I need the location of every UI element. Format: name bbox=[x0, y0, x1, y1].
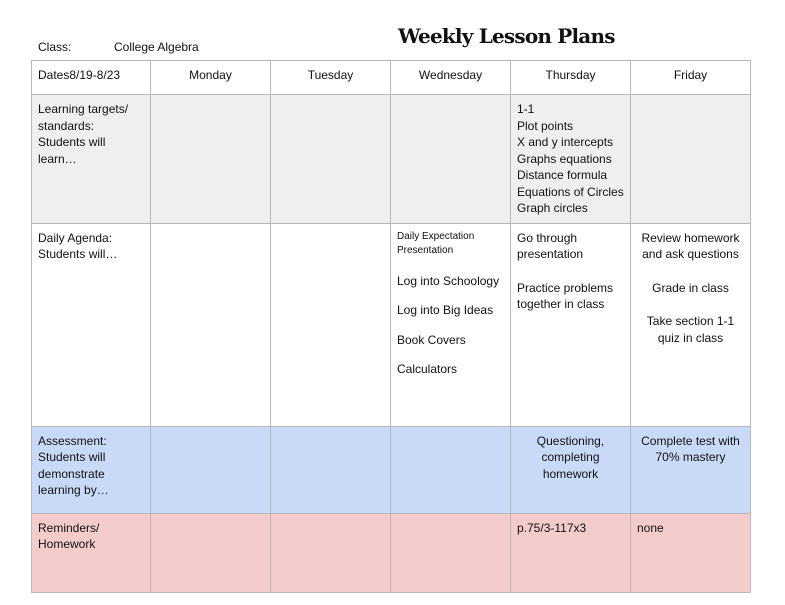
agenda-item: Log into Schoology bbox=[397, 273, 500, 288]
page-title: Weekly Lesson Plans bbox=[398, 24, 615, 48]
agenda-tuesday-cell bbox=[271, 223, 391, 426]
reminders-wednesday-cell bbox=[391, 513, 511, 592]
learning-wednesday-cell bbox=[391, 95, 511, 224]
learning-monday-cell bbox=[151, 95, 271, 224]
agenda-wednesday-cell bbox=[391, 223, 511, 426]
assessment-wednesday-cell bbox=[391, 426, 511, 513]
agenda-item: Book Covers bbox=[397, 332, 466, 347]
reminders-monday-cell bbox=[151, 513, 271, 592]
learning-thursday-cell bbox=[511, 95, 631, 224]
day-header-monday: Monday bbox=[151, 61, 271, 95]
learning-item: X and y intercepts bbox=[517, 135, 614, 150]
reminders-label: Reminders/ Homework bbox=[32, 513, 151, 592]
reminders-row bbox=[32, 513, 751, 592]
dates-cell: Dates8/19-8/23 bbox=[32, 61, 151, 95]
assessment-thursday-cell: Questioning, completing homework bbox=[511, 426, 631, 513]
header-row bbox=[32, 61, 751, 95]
agenda-friday-cell bbox=[631, 223, 751, 426]
reminders-thursday-cell: p.75/3-117x3 bbox=[511, 513, 631, 592]
daily-agenda-row bbox=[32, 223, 751, 426]
agenda-item: Review homework and ask questions bbox=[641, 230, 740, 262]
daily-agenda-label: Daily Agenda: Students will… bbox=[32, 223, 151, 426]
day-header-friday: Friday bbox=[631, 61, 751, 95]
assessment-friday-cell: Complete test with 70% mastery bbox=[631, 426, 751, 513]
learning-item: Plot points bbox=[517, 118, 574, 133]
class-label: Class: bbox=[38, 40, 72, 54]
agenda-item: Grade in class bbox=[652, 280, 729, 295]
assessment-tuesday-cell bbox=[271, 426, 391, 513]
reminders-tuesday-cell bbox=[271, 513, 391, 592]
agenda-item: Go through presentation bbox=[517, 230, 584, 262]
agenda-item: Calculators bbox=[397, 362, 458, 377]
lesson-plan-table bbox=[31, 60, 751, 593]
agenda-intro: Daily Expectation Presentation bbox=[397, 230, 475, 257]
learning-item: Equations of Circles bbox=[517, 184, 624, 199]
assessment-monday-cell bbox=[151, 426, 271, 513]
learning-friday-cell bbox=[631, 95, 751, 224]
assessment-row bbox=[32, 426, 751, 513]
agenda-item: Log into Big Ideas bbox=[397, 303, 494, 318]
learning-item: Distance formula bbox=[517, 168, 608, 183]
assessment-label: Assessment: Students will demonstrate learning by… bbox=[32, 426, 151, 513]
learning-item: Graphs equations bbox=[517, 151, 612, 166]
day-header-tuesday: Tuesday bbox=[271, 61, 391, 95]
learning-item: 1-1 bbox=[517, 102, 535, 116]
agenda-item: Practice problems together in class bbox=[517, 280, 614, 312]
day-header-wednesday: Wednesday bbox=[391, 61, 511, 95]
learning-tuesday-cell bbox=[271, 95, 391, 224]
class-name: College Algebra bbox=[114, 40, 199, 54]
agenda-item: Take section 1-1 quiz in class bbox=[646, 314, 735, 346]
agenda-thursday-cell bbox=[511, 223, 631, 426]
learning-item: Graph circles bbox=[517, 201, 588, 216]
day-header-thursday: Thursday bbox=[511, 61, 631, 95]
learning-targets-row bbox=[32, 95, 751, 224]
agenda-monday-cell bbox=[151, 223, 271, 426]
learning-targets-label: Learning targets/ standards: Students will learn… bbox=[32, 95, 151, 224]
reminders-friday-cell: none bbox=[631, 513, 751, 592]
